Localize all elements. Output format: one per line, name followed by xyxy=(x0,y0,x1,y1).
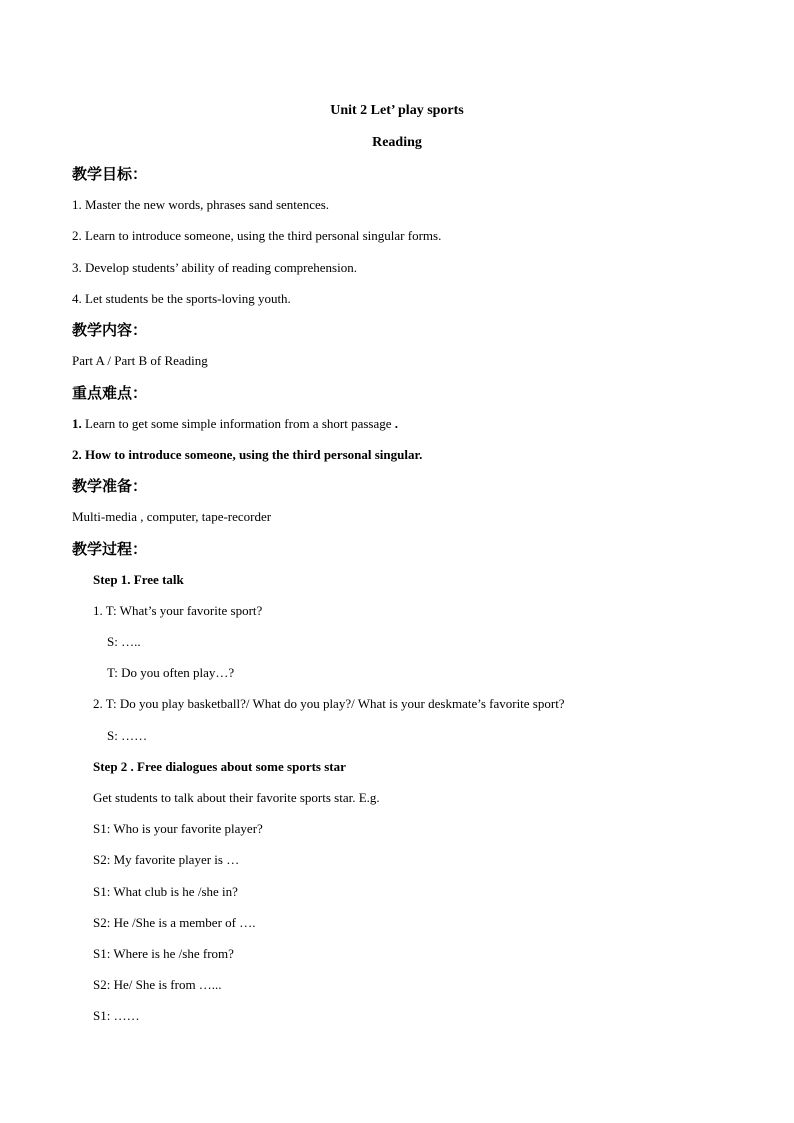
content-text: Part A / Part B of Reading xyxy=(72,353,208,368)
document-subtitle: Reading xyxy=(372,135,422,150)
key-point-item: 2. How to introduce someone, using the third personal singular. xyxy=(72,447,423,462)
objective-item: 4. Let students be the sports-loving youth. xyxy=(72,291,291,306)
step1-line: 1. T: What’s your favorite sport? xyxy=(93,603,263,618)
step2-line: S2: He /She is a member of …. xyxy=(93,915,256,930)
step2-line: S1: …… xyxy=(93,1008,140,1023)
step1-line: S: ….. xyxy=(107,634,141,649)
section-heading-objectives: 教学目标： xyxy=(72,165,148,183)
objective-item: 3. Develop students’ ability of reading comprehension. xyxy=(72,260,357,275)
objective-item: 1. Master the new words, phrases sand sentences. xyxy=(72,197,330,212)
step2-line: S1: What club is he /she in? xyxy=(93,884,238,899)
step1-line: S: …… xyxy=(107,728,148,743)
step2-line: S2: My favorite player is … xyxy=(93,852,240,867)
step2-line: S1: Where is he /she from? xyxy=(93,946,234,961)
step1-line: T: Do you often play…? xyxy=(107,665,235,680)
section-heading-preparation: 教学准备： xyxy=(72,477,148,495)
key-point-end: . xyxy=(391,416,399,431)
document-title: Unit 2 Let’ play sports xyxy=(330,103,464,118)
objective-item: 2. Learn to introduce someone, using the third personal singular forms. xyxy=(72,228,442,243)
key-point-item xyxy=(72,416,398,432)
section-heading-process: 教学过程： xyxy=(72,540,148,558)
section-heading-key-points: 重点难点： xyxy=(72,384,148,402)
key-point-number: 1. xyxy=(72,416,82,431)
step1-line: 2. T: Do you play basketball?/ What do you play?/ What is your deskmate’s favorite sport? xyxy=(93,696,565,711)
step2-line: S2: He/ She is from …... xyxy=(93,977,222,992)
step2-title: Step 2 . Free dialogues about some sports star xyxy=(93,759,346,774)
key-point-text: Learn to get some simple information from a short passage xyxy=(81,416,392,431)
step1-title: Step 1. Free talk xyxy=(93,572,184,587)
step2-line: Get students to talk about their favorite sports star. E.g. xyxy=(93,790,380,805)
preparation-text: Multi-media , computer, tape-recorder xyxy=(72,509,272,524)
section-heading-content: 教学内容： xyxy=(72,321,148,339)
step2-line: S1: Who is your favorite player? xyxy=(93,821,263,836)
